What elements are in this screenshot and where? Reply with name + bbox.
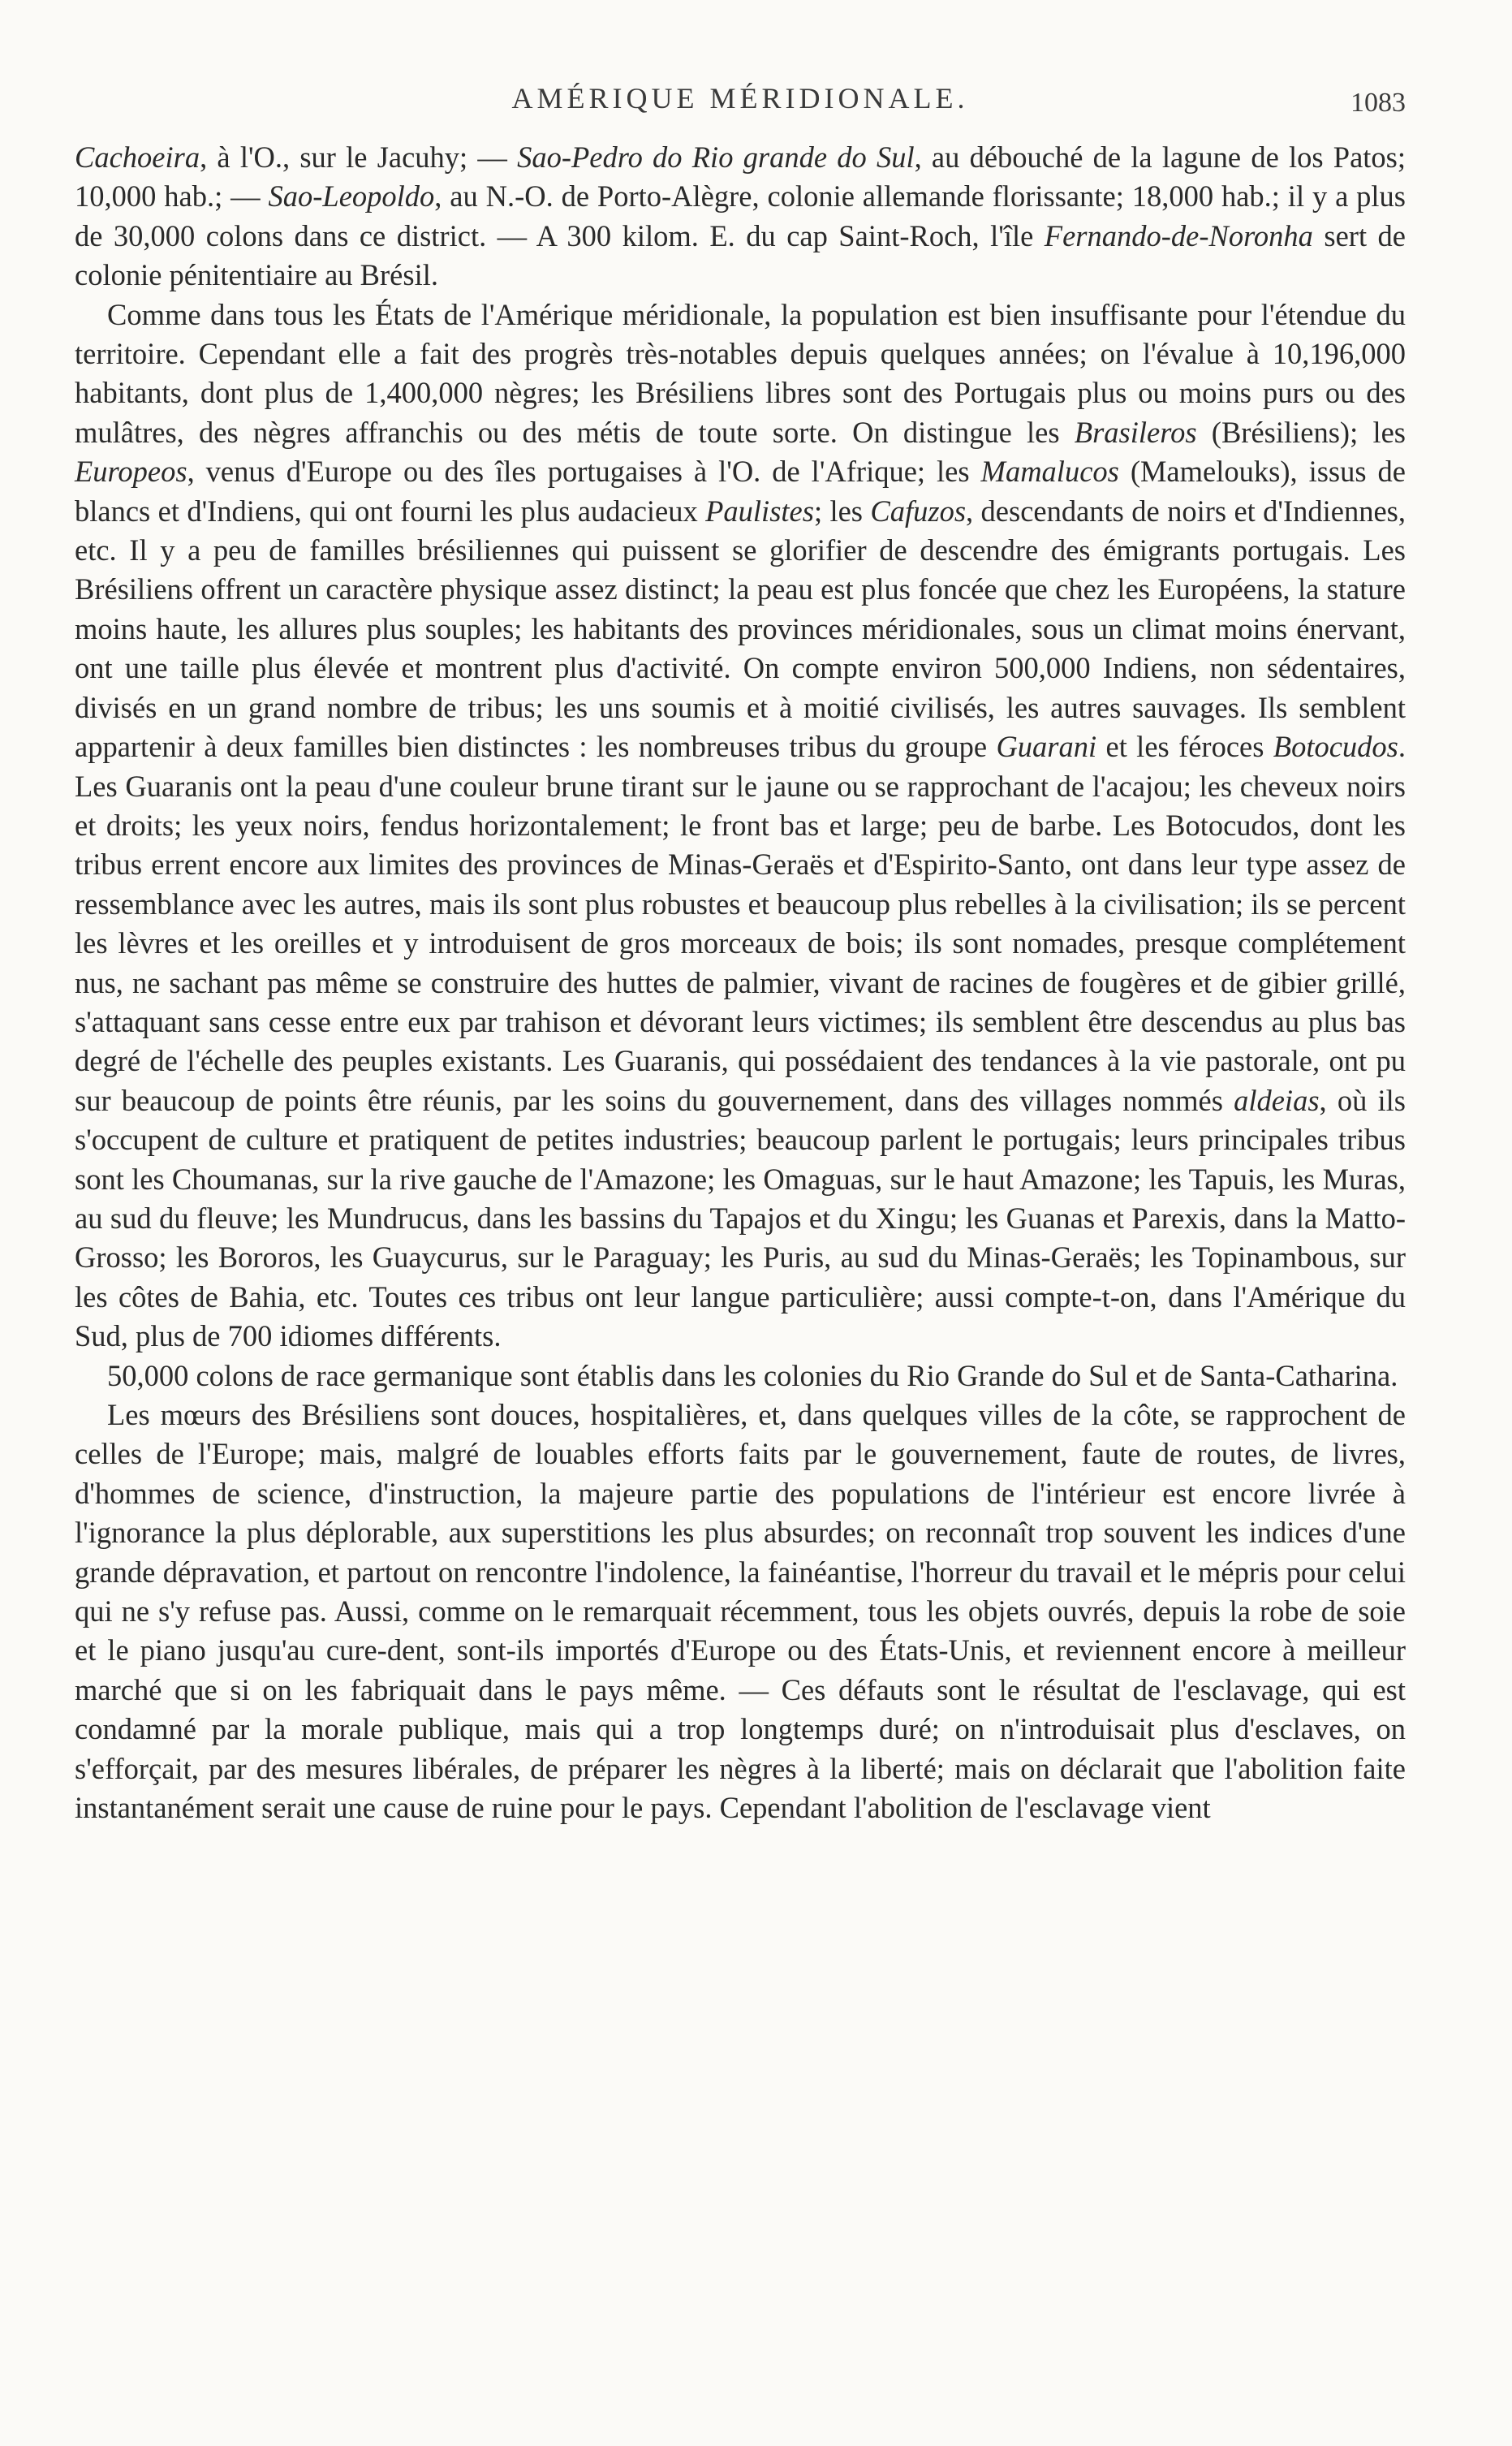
text-run: (Mamelouks), issus de blancs et d'Indiens, qui ont fourni les plus audacieux bbox=[75, 455, 1406, 528]
body-text bbox=[75, 138, 1406, 1827]
page-header bbox=[75, 81, 1406, 130]
paragraph bbox=[75, 138, 1406, 296]
italic-term: Sao-Leopoldo bbox=[268, 179, 435, 214]
italic-term: Europeos bbox=[75, 455, 187, 489]
text-run: , au N.-O. de Porto-Alègre, colonie allemande florissante; 18,000 hab.; il y a plus de 30,000 colons dans ce district. — A 300 kilom. E. du cap Saint-Roch, l'île bbox=[75, 179, 1406, 252]
italic-term: Cafuzos bbox=[870, 494, 967, 528]
text-run: , où ils s'occupent de culture et pratiquent de petites industries; beaucoup parlent le portugais; leurs principales tribus sont les Choumanas, sur la rive gauche de l'Amazone; les Omaguas, sur le haut Amazone; les Tapuis, les Muras, au sud du fleuve; les Mundrucus, dans les bassins du Tapajos et du Xingu; les Guanas et Parexis, dans la Matto-Grosso; les Bororos, les Guaycurus, sur le Paraguay; les Puris, au sud du Minas-Geraës; les Topinambous, sur les côtes de Bahia, etc. Toutes ces tribus ont leur langue particulière; aussi compte-t-on, dans l'Amérique du Sud, plus de 700 idiomes différents. bbox=[75, 1083, 1406, 1353]
italic-term: Sao-Pedro do Rio grande do Sul bbox=[517, 140, 915, 174]
text-run: Les mœurs des Brésiliens sont douces, hospitalières, et, dans quelques villes de la côte, se rapprochent de celles de l'Europe; mais, malgré de louables efforts faits par le gouvernement, faute de routes, de livres, d'hommes de science, d'instruction, la majeure partie des populations de l'intérieur est encore livrée à l'ignorance la plus déplorable, aux superstitions les plus absurdes; on reconnaît trop souvent les indices d'une grande dépravation, et partout on rencontre l'indolence, la fainéantise, l'horreur du travail et le mépris pour celui qui ne s'y refuse pas. Aussi, comme on le remarquait récemment, tous les objets ouvrés, depuis la robe de soie et le piano jusqu'au cure-dent, sont-ils importés d'Europe ou des États-Unis, et reviennent encore à meilleur marché que si on les fabriquait dans le pays même. — Ces défauts sont le résultat de l'esclavage, qui est condamné par la morale publique, mais qui a trop longtemps duré; on n'introduisait plus d'esclaves, on s'efforçait, par des mesures libérales, de préparer les nègres à la liberté; mais on déclarait que l'abolition faite instantanément serait une cause de ruine pour le pays. Cependant l'abolition de l'esclavage vient bbox=[75, 1398, 1406, 1825]
text-run: sert de colonie pénitentiaire au Brésil. bbox=[75, 218, 1406, 292]
text-run: . Les Guaranis ont la peau d'une couleur brune tirant sur le jaune ou se rapprochant de l'acajou; les cheveux noirs et droits; les yeux noirs, fendus horizontalement; le front bas et large; peu de barbe. Les Botocudos, dont les tribus errent encore aux limites des provinces de Minas-Geraës et d'Espirito-Santo, ont dans leur type assez de ressemblance avec les autres, mais ils sont plus robustes et beaucoup plus rebelles à la civilisation; ils se percent les lèvres et les oreilles et y introduisent de gros morceaux de bois; ils sont nomades, presque complétement nus, ne sachant pas même se construire des huttes de palmier, vivant de racines de fougères et de gibier grillé, s'attaquant sans cesse entre eux par trahison et dévorant leurs victimes; ils semblent être descendus au plus bas degré de l'échelle des peuples existants. Les Guaranis, qui possédaient des tendances à la vie pastorale, ont pu sur beaucoup de points être réunis, par les soins du gouvernement, dans des villages nommés bbox=[75, 730, 1406, 1117]
text-run: Comme dans tous les États de l'Amérique méridionale, la population est bien insuffisante pour l'étendue du territoire. Cependant elle a fait des progrès très-notables depuis quelques années; on l'évalue à 10,196,000 habitants, dont plus de 1,400,000 nègres; les Brésiliens libres sont des Portugais plus ou moins purs ou des mulâtres, des nègres affranchis ou des métis de toute sorte. On distingue les bbox=[75, 297, 1406, 449]
paragraph bbox=[75, 1396, 1406, 1827]
text-run: , à l'O., sur le Jacuhy; — bbox=[200, 140, 518, 174]
italic-term: Cachoeira bbox=[75, 140, 200, 174]
text-run: 50,000 colons de race germanique sont établis dans les colonies du Rio Grande do Sul et de Santa-Catharina. bbox=[107, 1358, 1398, 1392]
page-number: 1083 bbox=[1350, 88, 1406, 118]
italic-term: aldeias bbox=[1234, 1083, 1320, 1117]
italic-term: Paulistes bbox=[705, 494, 814, 528]
italic-term: Fernando-de-Noronha bbox=[1044, 218, 1313, 252]
text-run: (Brésiliens); les bbox=[1196, 415, 1406, 449]
paragraph bbox=[75, 1357, 1406, 1396]
italic-term: Mamalucos bbox=[980, 455, 1119, 489]
italic-term: Guarani bbox=[996, 730, 1097, 764]
text-run: , descendants de noirs et d'Indiennes, etc. Il y a peu de familles brésiliennes qui puissent se glorifier de descendre des émigrants portugais. Les Brésiliens offrent un caractère physique assez distinct; la peau est plus foncée que chez les Européens, la stature moins haute, les allures plus souples; les habitants des provinces méridionales, sous un climat moins énervant, ont une taille plus élevée et montrent plus d'activité. On compte environ 500,000 Indiens, non sédentaires, divisés en un grand nombre de tribus; les uns soumis et à moitié civilisés, les autres sauvages. Ils semblent appartenir à deux familles bien distinctes : les nombreuses tribus du groupe bbox=[75, 494, 1406, 764]
paragraph bbox=[75, 296, 1406, 1357]
text-run: ; les bbox=[813, 494, 871, 528]
italic-term: Brasileros bbox=[1074, 415, 1197, 449]
text-run: et les féroces bbox=[1096, 730, 1273, 764]
italic-term: Botocudos bbox=[1273, 730, 1398, 764]
running-title: AMÉRIQUE MÉRIDIONALE. bbox=[511, 82, 969, 114]
text-run: , au débouché de la lagune de los Patos; 10,000 hab.; — bbox=[75, 140, 1406, 214]
text-run: , venus d'Europe ou des îles portugaises à l'O. de l'Afrique; les bbox=[187, 455, 981, 489]
